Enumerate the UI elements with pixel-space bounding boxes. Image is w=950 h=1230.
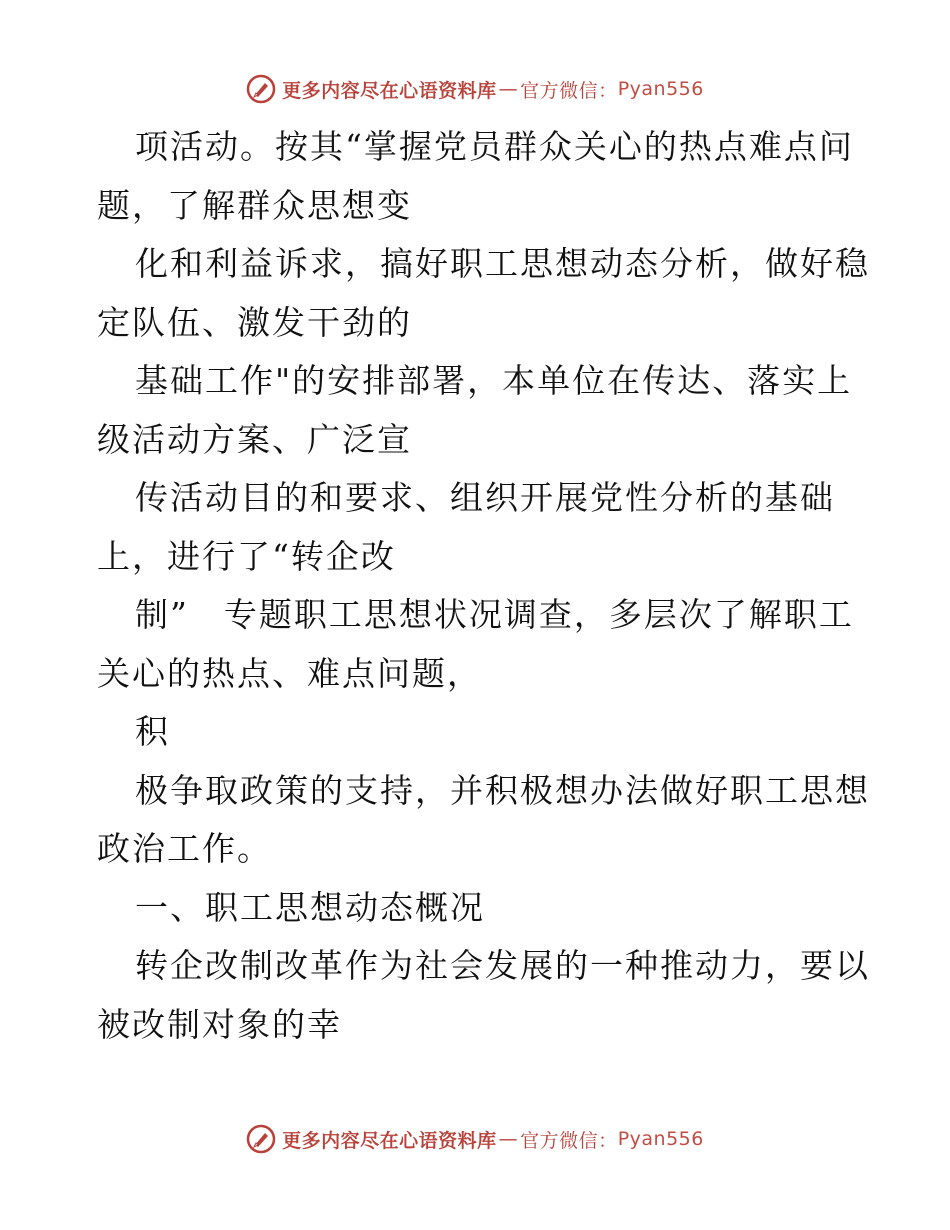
text-line: 化和利益诉求，搞好职工思想动态分析，做好稳	[135, 244, 870, 283]
text-line: 政治工作。	[97, 829, 272, 868]
text-line: 极争取政策的支持，并积极想办法做好职工思想	[135, 770, 870, 810]
watermark-wechat-label: 官方微信：	[520, 79, 618, 102]
text-line: 项活动。按其“掌握党员群众关心的热点难点问	[135, 127, 854, 166]
section-heading: 一、职工思想动态概况	[135, 887, 485, 927]
watermark-title: 更多内容尽在心语资料库	[282, 1129, 497, 1152]
text-line: 级活动方案、广泛宣	[97, 419, 412, 459]
text-line: 题，了解群众思想变	[97, 185, 412, 225]
text-line: 关心的热点、难点问题，	[97, 653, 482, 693]
watermark-title: 更多内容尽在心语资料库	[282, 79, 497, 102]
text-line: 上，进行了“转企改	[97, 536, 396, 576]
pen-seal-icon	[246, 74, 276, 104]
text-line: 定队伍、激发干劲的	[97, 302, 412, 342]
footer-watermark	[0, 1124, 950, 1154]
text-line: 制” 专题职工思想状况调查，多层次了解职工	[135, 595, 854, 634]
text-line: 转企改制改革作为社会发展的一种推动力，要以	[135, 946, 870, 985]
watermark-wechat-id: Pyan556	[617, 78, 704, 100]
text-line: 基础工作"的安排部署，本单位在传达、落实上	[135, 361, 853, 400]
header-watermark	[0, 74, 950, 104]
text-line: 积	[135, 712, 170, 751]
watermark-wechat-label: 官方微信：	[520, 1129, 618, 1152]
pen-seal-icon	[246, 1124, 276, 1154]
text-line: 传活动目的和要求、组织开展党性分析的基础	[135, 478, 835, 517]
watermark-wechat-id: Pyan556	[617, 1128, 704, 1150]
document-body	[97, 118, 870, 1054]
watermark-dash: —	[498, 1128, 519, 1150]
watermark-dash: —	[498, 78, 519, 100]
text-line: 被改制对象的幸	[97, 1004, 342, 1044]
